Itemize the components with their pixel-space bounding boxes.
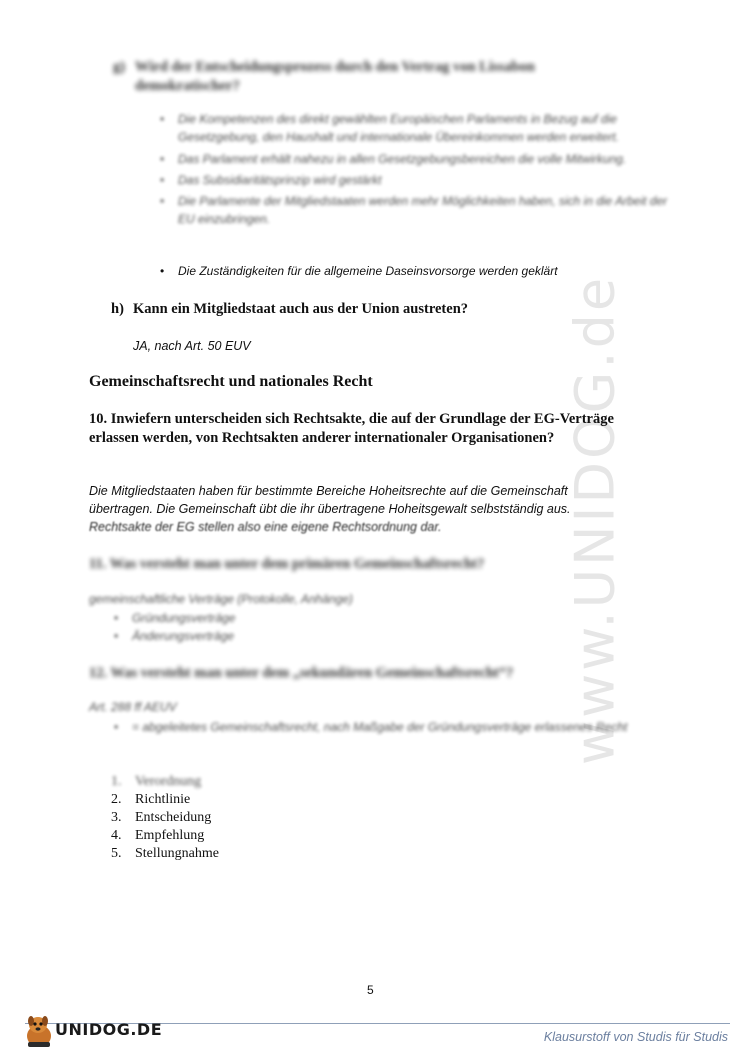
question-12-bullets <box>112 718 662 736</box>
question-h-answer: JA, nach Art. 50 EUV <box>133 339 251 353</box>
question-g-bullets-visible <box>158 262 668 280</box>
question-11-bullets <box>112 609 412 645</box>
page-number: 5 <box>367 983 374 997</box>
question-10-answer <box>89 482 649 536</box>
list-item: 5. Stellungnahme <box>111 846 219 861</box>
question-12-intro: Art. 288 ff AEUV <box>89 700 177 714</box>
list-item: 3. Entscheidung <box>111 810 212 825</box>
question-12-heading <box>89 664 649 683</box>
list-item: • Änderungsverträge <box>112 627 412 645</box>
question-h-label: h) <box>111 301 124 317</box>
list-item: • Das Parlament erhält nahezu in allen Gesetzgebungsbereichen die volle Mitwirkung. <box>158 150 668 168</box>
question-10-heading: 10. Inwiefern unterscheiden sich Rechtsakte, die auf der Grundlage der EG-Verträge erlassen werden, von Rechtsakten anderer internationaler Organisationen? <box>89 411 614 446</box>
watermark: www.UNIDOG.de <box>563 274 627 766</box>
question-11-heading <box>89 555 629 574</box>
question-11-text: 11. Was versteht man unter dem primären Gemeinschaftsrecht? <box>89 556 485 572</box>
question-12-text: 12. Was versteht man unter dem „sekundären Gemeinschaftsrecht“? <box>89 665 514 681</box>
list-item: • Die Zuständigkeiten für die allgemeine Daseinsvorsorge werden geklärt <box>158 262 668 280</box>
list-item: • Die Kompetenzen des direkt gewählten Europäischen Parlaments in Bezug auf die Gesetzgebung, den Haushalt und internationale Übereinkommen werden erweitert. <box>158 110 668 146</box>
question-h-text: Kann ein Mitgliedstaat auch aus der Union austreten? <box>133 301 469 317</box>
answer-line: Die Mitgliedstaaten haben für bestimmte Bereiche Hoheitsrechte auf die Gemeinschaft <box>89 484 568 498</box>
answer-line: übertragen. Die Gemeinschaft übt die ihr übertragene Hoheitsgewalt selbstständig aus. <box>89 502 571 516</box>
question-g-text-line2: demokratischer? <box>135 78 240 94</box>
list-item: 4. Empfehlung <box>111 828 205 843</box>
list-item: 2. Richtlinie <box>111 792 191 807</box>
list-item: • Das Subsidiaritätsprinzip wird gestärkt <box>158 171 668 189</box>
answer-line: Rechtsakte der EG stellen also eine eigene Rechtsordnung dar. <box>89 520 442 534</box>
question-11-intro: gemeinschaftliche Verträge (Protokolle, Anhänge) <box>89 592 353 606</box>
question-g-text-line1: Wird der Entscheidungsprozess durch den Vertrag von Lissabon <box>135 59 535 75</box>
question-g-bullets-blurred <box>158 110 668 228</box>
question-12-numbered-list <box>111 773 219 863</box>
list-item: • = abgeleitetes Gemeinschaftsrecht, nach Maßgabe der Gründungsverträge erlassenes Recht <box>112 718 662 736</box>
list-item: • Gründungsverträge <box>112 609 412 627</box>
question-g-label: g) <box>113 59 126 75</box>
footer-tagline: Klausurstoff von Studis für Studis <box>543 1030 728 1044</box>
dog-mascot-icon <box>22 1012 56 1050</box>
list-item: 1. Verordnung <box>111 774 202 789</box>
logo-text: UNIDOG.DE <box>55 1020 163 1039</box>
section-title: Gemeinschaftsrecht und nationales Recht <box>89 373 373 390</box>
list-item: • Die Parlamente der Mitgliedstaaten werden mehr Möglichkeiten haben, sich in die Arbeit der EU einzubringen. <box>158 192 668 228</box>
unidog-logo <box>22 1010 162 1050</box>
